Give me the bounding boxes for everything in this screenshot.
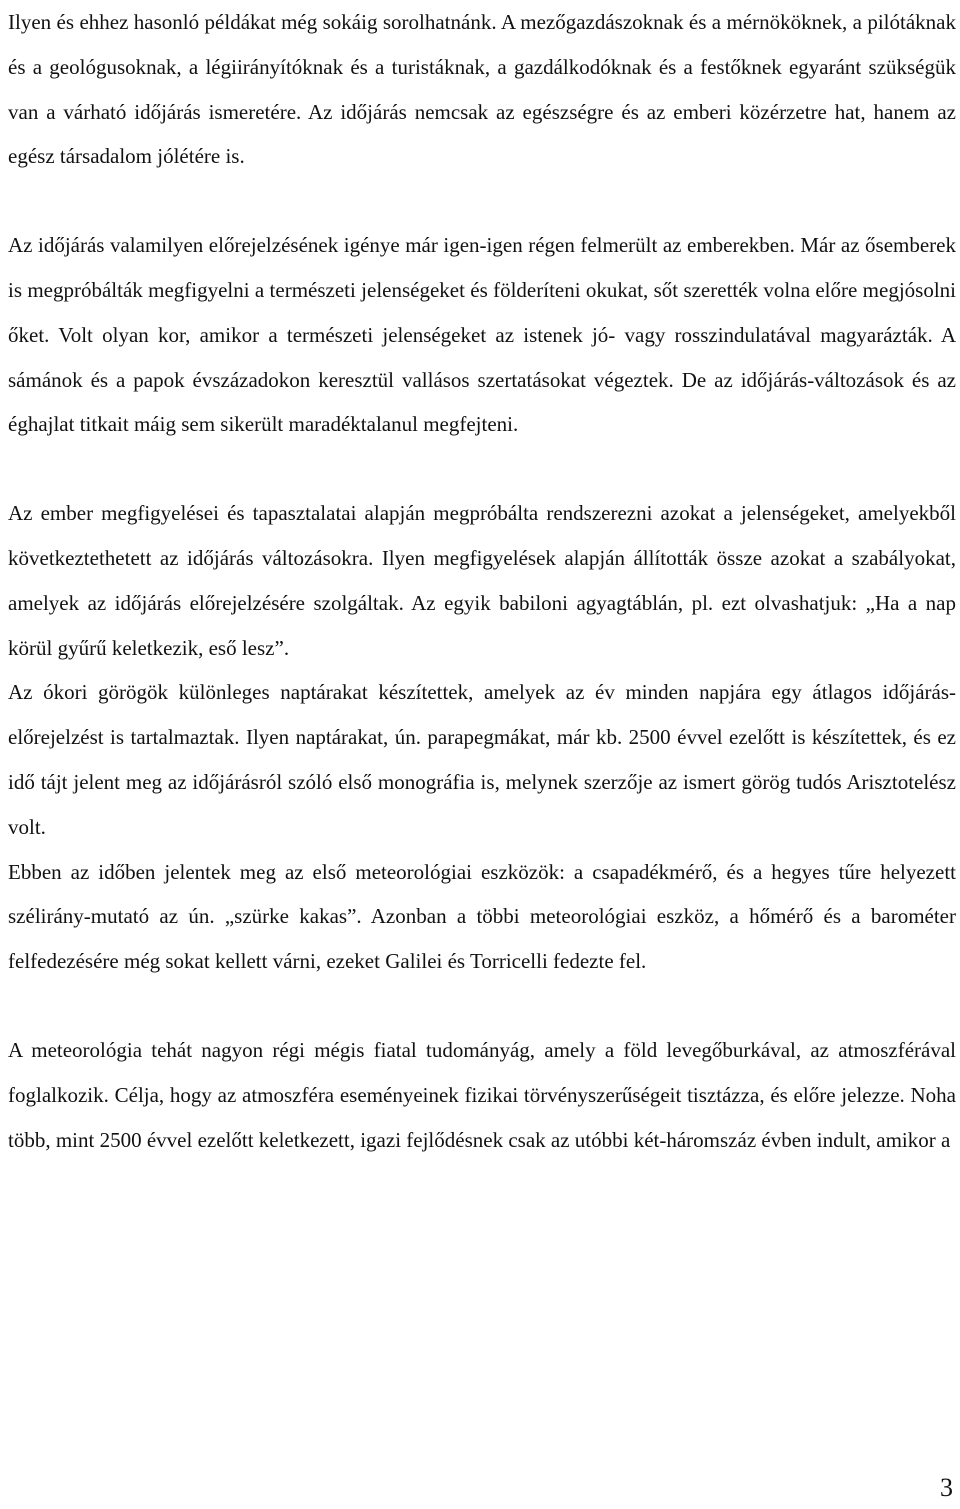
paragraph-3: Az ember megfigyelései és tapasztalatai alapján megpróbálta rendszerezni azokat a jelenségeket, amelyekből következtethetett az időjárás változásokra. Ilyen megfigyelések alapján állították össze azokat a szabályokat, amelyek az időjárás előrejelzésére szolgáltak. Az egyik babiloni agyagtáblán, pl. ezt olvashatjuk: „Ha a nap körül gyűrű keletkezik, eső lesz”.	[8, 501, 956, 660]
paragraph-6: A meteorológia tehát nagyon régi mégis fiatal tudományág, amely a föld levegőburkával, az atmoszférával foglalkozik. Célja, hogy az atmoszféra eseményeinek fizikai törvényszerűségeit tisztázza, és előre jelezze. Noha több, mint 2500 évvel ezelőtt keletkezett, igazi fejlődésnek csak az utóbbi két-háromszáz évben indult, amikor a	[8, 1037, 956, 1152]
paragraph-5: Ebben az időben jelentek meg az első meteorológiai eszközök: a csapadékmérő, és a hegyes tűre helyezett szélirány-mutató az ún. „szürke kakas”. Azonban a többi meteorológiai eszköz, a hőmérő és a barométer felfedezésére még sokat kellett várni, ezeket Galilei és Torricelli fedezte fel.	[8, 859, 956, 974]
document-page	[8, 0, 956, 1162]
paragraph-gap	[8, 179, 956, 223]
paragraph-gap	[8, 984, 956, 1028]
paragraph-2: Az időjárás valamilyen előrejelzésének igénye már igen-igen régen felmerült az emberekben. Már az ősemberek is megpróbálták megfigyelni a természeti jelenségeket és földeríteni okukat, sőt szerették volna előre megjósolni őket. Volt olyan kor, amikor a természeti jelenségeket az istenek jó- vagy rosszindulatával magyarázták. A sámánok és a papok évszázadokon keresztül vallásos szertatásokat végeztek. De az időjárás-változások és az éghajlat titkait máig sem sikerült maradéktalanul megfejteni.	[8, 233, 956, 437]
paragraph-gap	[8, 447, 956, 491]
paragraph-4: Az ókori görögök különleges naptárakat készítettek, amelyek az év minden napjára egy átlagos időjárás-előrejelzést is tartalmaztak. Ilyen naptárakat, ún. parapegmákat, már kb. 2500 évvel ezelőtt is készítettek, és ez idő tájt jelent meg az időjárásról szóló első monográfia is, melynek szerzője az ismert görög tudós Arisztotelész volt.	[8, 680, 956, 839]
page-number: 3	[940, 1473, 953, 1502]
paragraph-1: Ilyen és ehhez hasonló példákat még sokáig sorolhatnánk. A mezőgazdászoknak és a mérnököknek, a pilótáknak és a geológusoknak, a légiirányítóknak és a turistáknak, a gazdálkodóknak és a festőknek egyaránt szükségük van a várható időjárás ismeretére. Az időjárás nemcsak az egészségre és az emberi közérzetre hat, hanem az egész társadalom jólétére is.	[8, 10, 956, 169]
